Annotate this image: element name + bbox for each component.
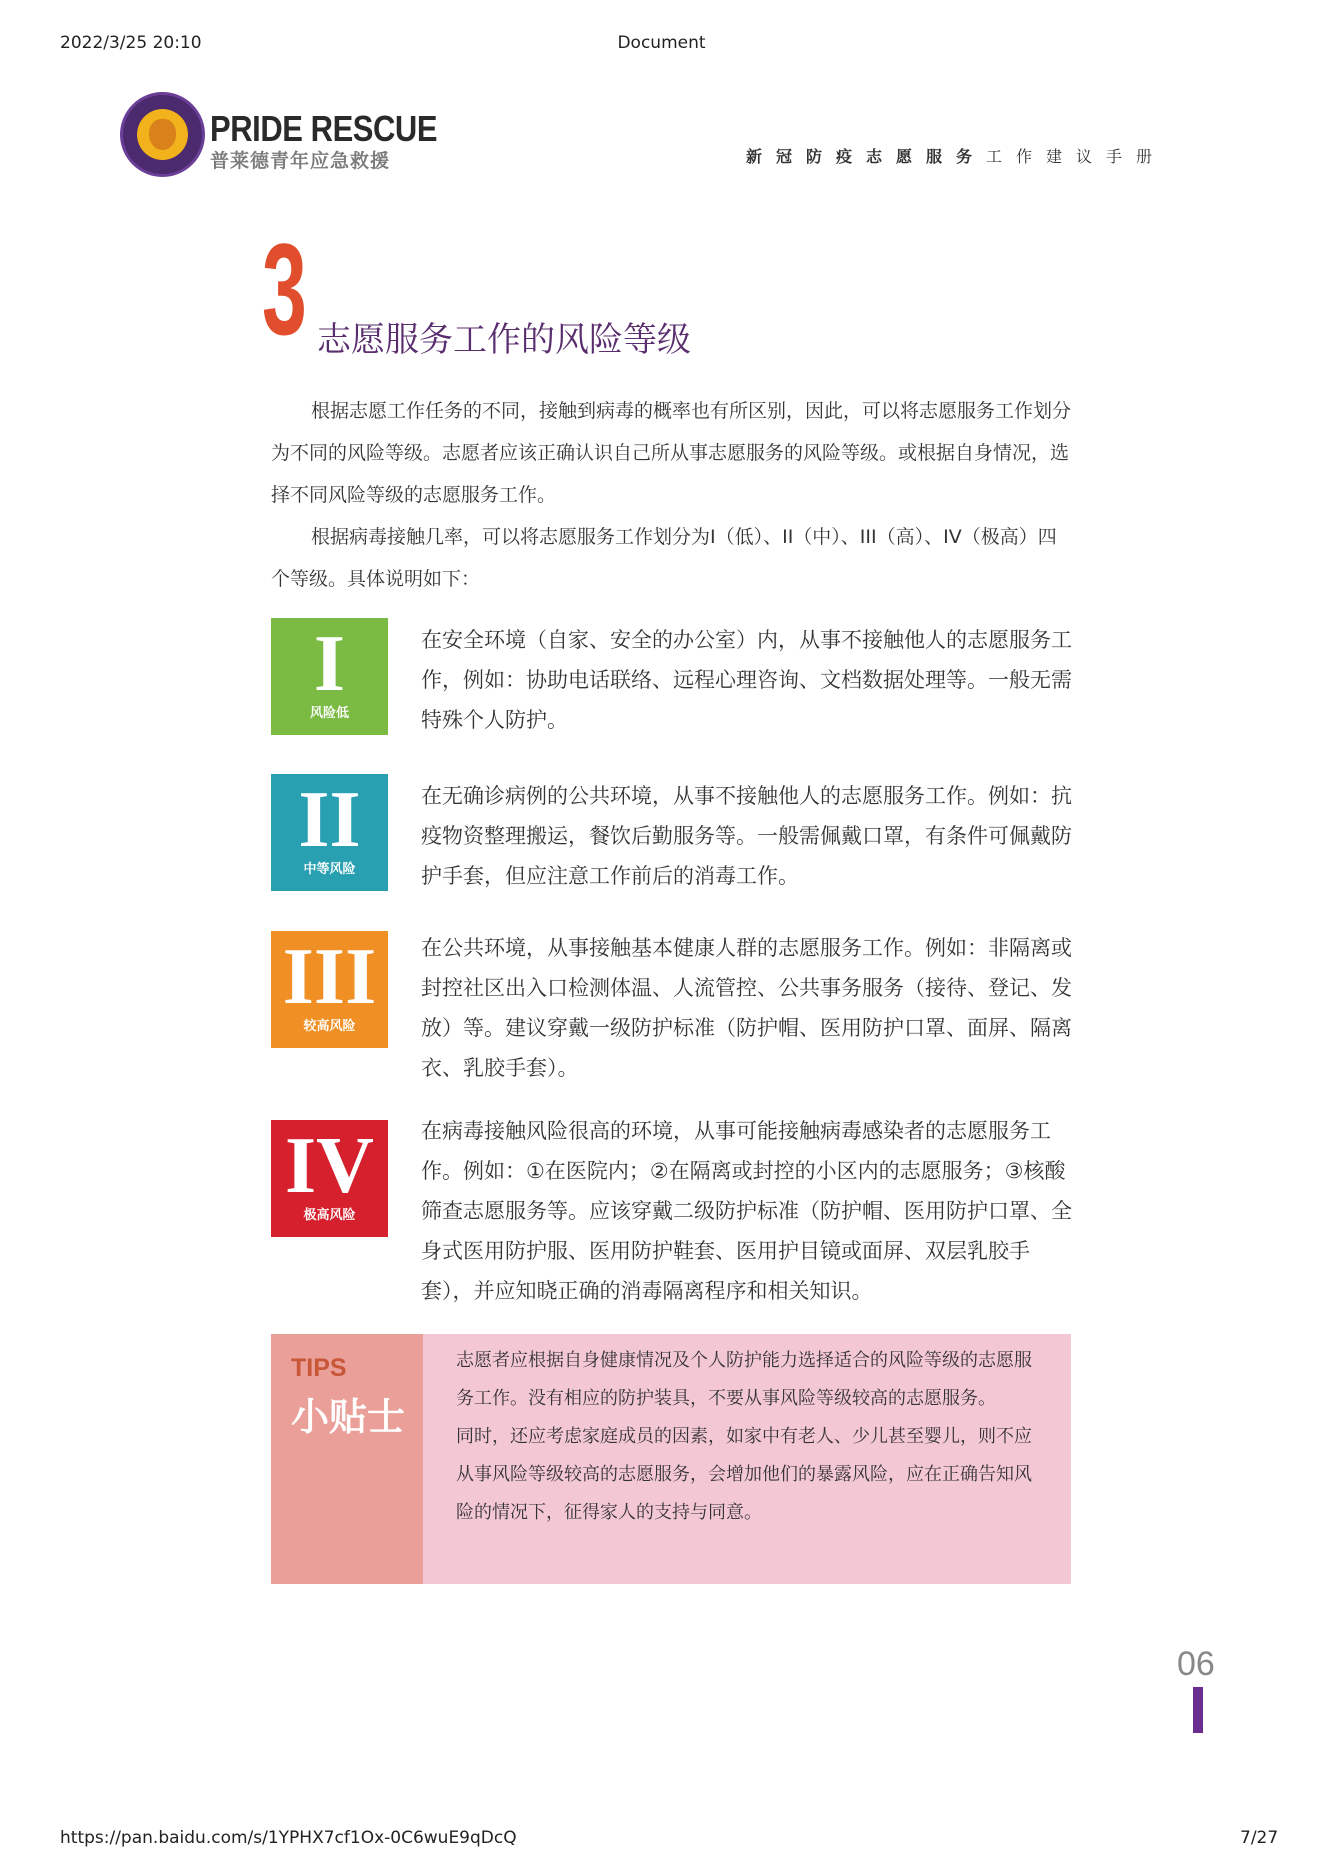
manual-title-bold: 新冠防疫志愿服务: [746, 147, 987, 166]
level-3-description: 在公共环境，从事接触基本健康人群的志愿服务工作。例如：非隔离或封控社区出入口检测体温、人流管控、公共事务服务（接待、登记、发放）等。建议穿戴一级防护标准（防护帽、医用防护口罩、面屏、隔离衣、乳胶手套）。: [421, 936, 1072, 1080]
brand-name-en: PRIDE RESCUE: [210, 108, 438, 149]
level-1-numeral: I: [313, 620, 346, 708]
print-page-count: 7/27: [1240, 1828, 1279, 1848]
brand-name-cn: 普莱德青年应急救援: [210, 150, 391, 172]
print-document-title: Document: [617, 33, 706, 53]
level-2-numeral: II: [298, 776, 361, 864]
level-4-numeral: IV: [285, 1122, 374, 1210]
section-number: 3: [262, 216, 307, 362]
tips-paragraph-2: 同时，还应考虑家庭成员的因素，如家中有老人、少儿甚至婴儿，则不应从事风险等级较高的志愿服务，会增加他们的暴露风险，应在正确告知风险的情况下，征得家人的支持与同意。: [456, 1426, 1032, 1523]
level-3-numeral: III: [282, 933, 377, 1021]
level-4-badge: [271, 1120, 388, 1237]
manual-title-rest: 工作建议手册: [986, 147, 1167, 166]
level-4-label: 极高风险: [303, 1208, 356, 1223]
page-number-bar: [1193, 1687, 1203, 1733]
level-2-badge: [271, 774, 388, 891]
level-3-badge: [271, 931, 388, 1048]
tips-paragraph-1: 志愿者应根据自身健康情况及个人防护能力选择适合的风险等级的志愿服务工作。没有相应的防护装具，不要从事风险等级较高的志愿服务。: [456, 1350, 1032, 1409]
tips-label-cn: 小贴士: [291, 1395, 406, 1439]
level-1-description: 在安全环境（自家、安全的办公室）内，从事不接触他人的志愿服务工作，例如：协助电话联络、远程心理咨询、文档数据处理等。一般无需特殊个人防护。: [421, 628, 1072, 732]
intro-paragraph-2: 根据病毒接触几率，可以将志愿服务工作划分为I（低）、II（中）、III（高）、IV（极高）四个等级。具体说明如下：: [271, 526, 1057, 590]
print-url: https://pan.baidu.com/s/1YPHX7cf1Ox-0C6wuE9qDcQ: [60, 1828, 517, 1848]
tips-text: [456, 1342, 1046, 1532]
tips-box: [271, 1334, 1071, 1584]
manual-title: [746, 144, 1166, 167]
level-2-label: 中等风险: [303, 862, 356, 877]
level-2-description: 在无确诊病例的公共环境，从事不接触他人的志愿服务工作。例如：抗疫物资整理搬运，餐饮后勤服务等。一般需佩戴口罩，有条件可佩戴防护手套，但应注意工作前后的消毒工作。: [421, 784, 1072, 888]
page-number: 06: [1177, 1645, 1215, 1683]
level-1-badge: [271, 618, 388, 735]
section-title: 志愿服务工作的风险等级: [317, 320, 691, 360]
level-4-description: 在病毒接触风险很高的环境，从事可能接触病毒感染者的志愿服务工作。例如：①在医院内；②在隔离或封控的小区内的志愿服务；③核酸筛查志愿服务等。应该穿戴二级防护标准（防护帽、医用防护口罩、全身式医用防护服、医用防护鞋套、医用护目镜或面屏、双层乳胶手套），并应知晓正确的消毒隔离程序和相关知识。: [421, 1119, 1072, 1303]
tips-label-panel: [271, 1334, 423, 1584]
intro-paragraph-1: 根据志愿工作任务的不同，接触到病毒的概率也有所区别，因此，可以将志愿服务工作划分为不同的风险等级。志愿者应该正确认识自己所从事志愿服务的风险等级。或根据自身情况，选择不同风险等级的志愿服务工作。: [271, 400, 1072, 506]
level-1-label: 风险低: [309, 706, 349, 721]
tips-label-en: TIPS: [291, 1354, 347, 1382]
level-3-label: 较高风险: [303, 1019, 356, 1034]
print-datetime: 2022/3/25 20:10: [60, 33, 202, 53]
pride-rescue-logo: [120, 92, 205, 177]
